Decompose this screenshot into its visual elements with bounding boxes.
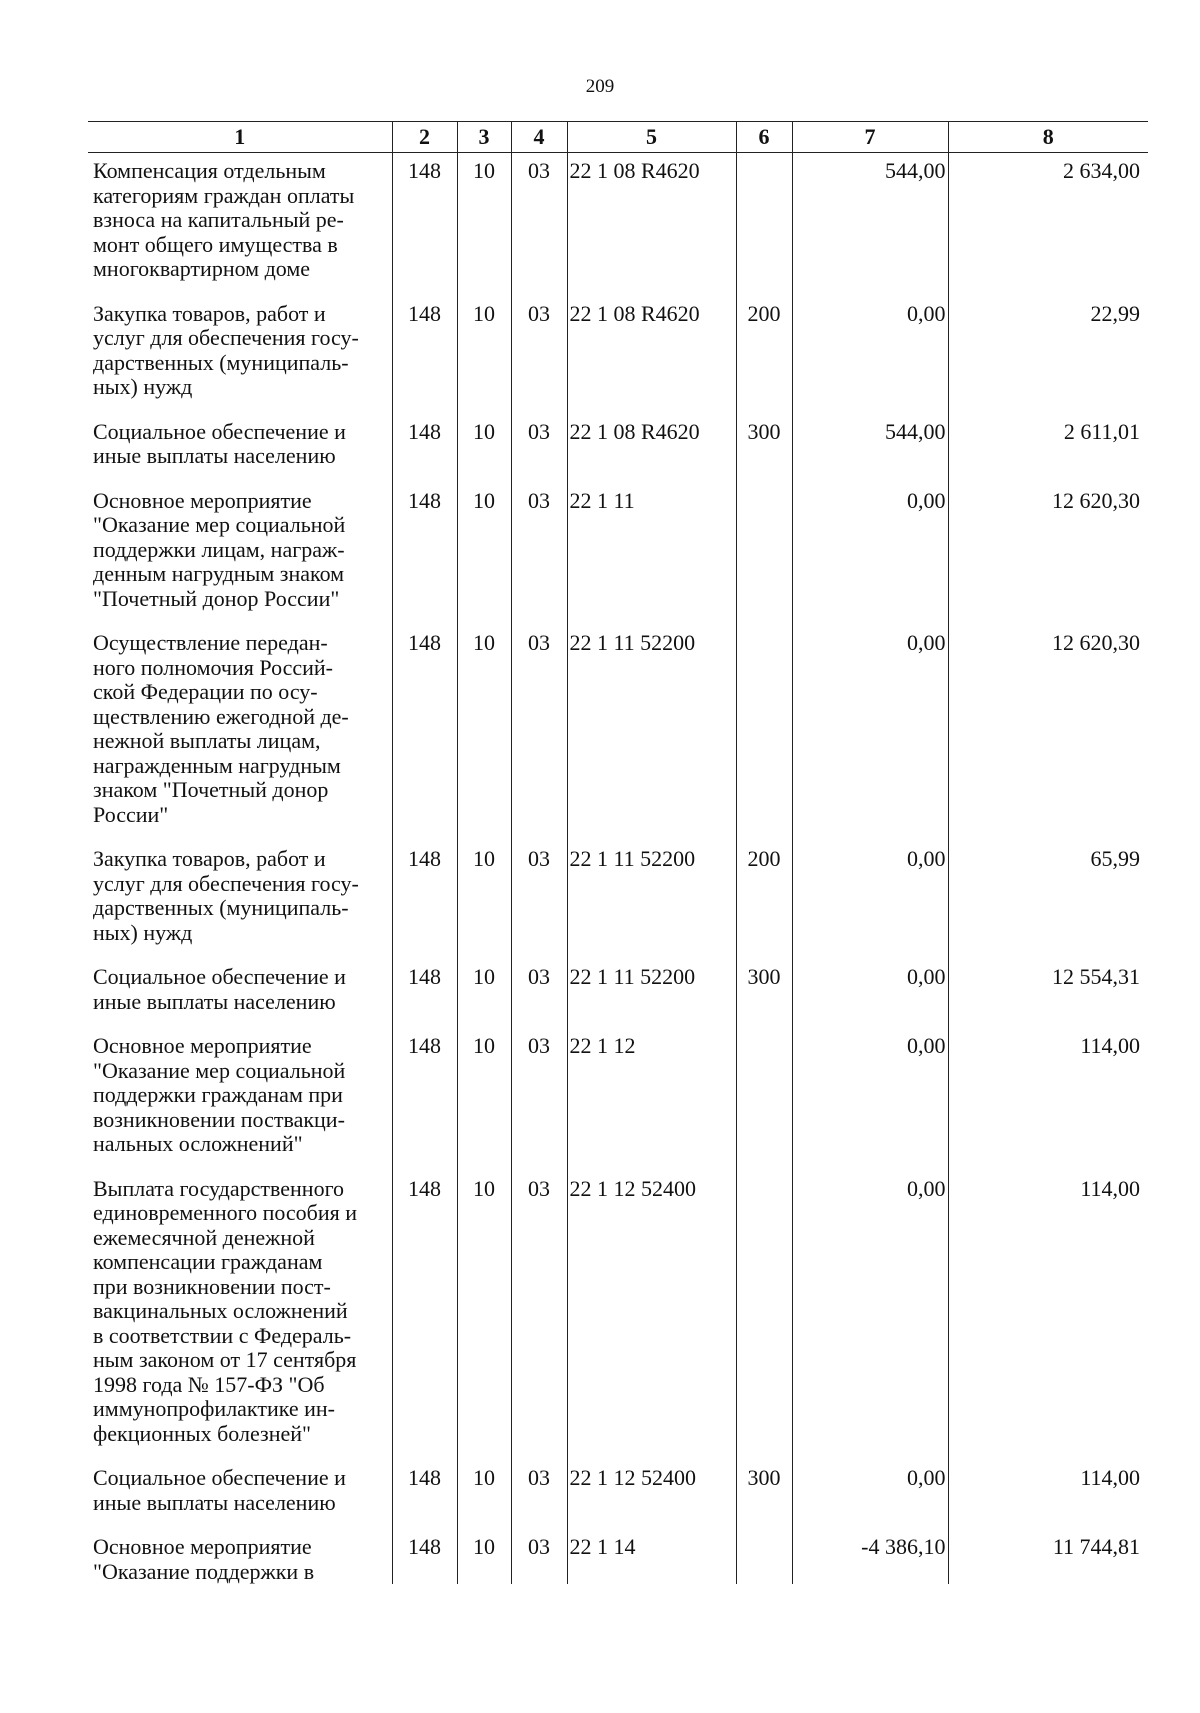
- cell-total-amount: 114,00: [948, 1028, 1148, 1171]
- cell-section: 10: [457, 296, 511, 414]
- table-row: [88, 414, 1148, 483]
- cell-change-amount: 544,00: [792, 414, 948, 483]
- header-col-8: 8: [948, 122, 1148, 153]
- cell-total-amount: 12 554,31: [948, 959, 1148, 1028]
- cell-expense-type: 300: [736, 414, 792, 483]
- cell-target-article: 22 1 11 52200: [567, 959, 736, 1028]
- cell-admin-code: 148: [392, 625, 457, 841]
- table-row: [88, 1171, 1148, 1461]
- cell-subsection: 03: [511, 959, 567, 1028]
- table-row: [88, 625, 1148, 841]
- cell-section: 10: [457, 1529, 511, 1584]
- cell-total-amount: 114,00: [948, 1460, 1148, 1529]
- cell-change-amount: 0,00: [792, 1028, 948, 1171]
- cell-section: 10: [457, 1028, 511, 1171]
- cell-target-article: 22 1 12 52400: [567, 1460, 736, 1529]
- table-row: [88, 153, 1148, 296]
- cell-expense-type: [736, 1529, 792, 1584]
- cell-expense-type: 200: [736, 296, 792, 414]
- cell-total-amount: 11 744,81: [948, 1529, 1148, 1584]
- cell-total-amount: 2 611,01: [948, 414, 1148, 483]
- cell-total-amount: 65,99: [948, 841, 1148, 959]
- cell-change-amount: 0,00: [792, 841, 948, 959]
- cell-change-amount: 0,00: [792, 1171, 948, 1461]
- cell-admin-code: 148: [392, 153, 457, 296]
- cell-change-amount: 0,00: [792, 625, 948, 841]
- table-row: [88, 841, 1148, 959]
- cell-target-article: 22 1 08 R4620: [567, 296, 736, 414]
- table-row: [88, 296, 1148, 414]
- cell-subsection: 03: [511, 1529, 567, 1584]
- cell-item-name: Основное мероприятие "Оказание мер социальной поддержки лицам, награж- денным нагрудным знаком "Почетный донор России": [93, 487, 346, 611]
- header-col-2: 2: [392, 122, 457, 153]
- cell-change-amount: -4 386,10: [792, 1529, 948, 1584]
- cell-admin-code: 148: [392, 1171, 457, 1461]
- cell-change-amount: 544,00: [792, 153, 948, 296]
- cell-admin-code: 148: [392, 959, 457, 1028]
- cell-total-amount: 12 620,30: [948, 483, 1148, 626]
- table-row: [88, 1529, 1148, 1584]
- cell-total-amount: 12 620,30: [948, 625, 1148, 841]
- cell-item-name: Основное мероприятие "Оказание мер социальной поддержки гражданам при возникновении поствакци- нальных осложнений": [93, 1033, 346, 1156]
- cell-item-name: Закупка товаров, работ и услуг для обеспечения госу- дарственных (муниципаль- ных) нужд: [93, 300, 359, 399]
- cell-change-amount: 0,00: [792, 1460, 948, 1529]
- cell-target-article: 22 1 08 R4620: [567, 153, 736, 296]
- header-col-7: 7: [792, 122, 948, 153]
- table-row: [88, 1460, 1148, 1529]
- cell-admin-code: 148: [392, 1529, 457, 1584]
- cell-admin-code: 148: [392, 841, 457, 959]
- cell-section: 10: [457, 841, 511, 959]
- cell-item-name: Осуществление передан- ного полномочия Россий- ской Федерации по осу- ществлению ежегодной де- нежной выплаты лицам, награжденным нагрудным знаком "Почетный донор России": [93, 630, 349, 827]
- cell-subsection: 03: [511, 625, 567, 841]
- cell-item-name: Компенсация отдельным категориям граждан оплаты взноса на капитальный ре- монт общего имущества в многоквартирном доме: [93, 158, 355, 281]
- cell-expense-type: [736, 1171, 792, 1461]
- cell-total-amount: 2 634,00: [948, 153, 1148, 296]
- cell-target-article: 22 1 08 R4620: [567, 414, 736, 483]
- cell-subsection: 03: [511, 483, 567, 626]
- cell-change-amount: 0,00: [792, 959, 948, 1028]
- table-header-row: [88, 122, 1148, 153]
- header-col-4: 4: [511, 122, 567, 153]
- cell-total-amount: 114,00: [948, 1171, 1148, 1461]
- table-row: [88, 959, 1148, 1028]
- cell-item-name: Закупка товаров, работ и услуг для обеспечения госу- дарственных (муниципаль- ных) нужд: [93, 846, 359, 945]
- cell-change-amount: 0,00: [792, 296, 948, 414]
- cell-target-article: 22 1 11 52200: [567, 625, 736, 841]
- header-col-5: 5: [567, 122, 736, 153]
- cell-section: 10: [457, 414, 511, 483]
- table-row: [88, 1028, 1148, 1171]
- cell-item-name: Основное мероприятие "Оказание поддержки в: [93, 1534, 315, 1584]
- cell-section: 10: [457, 1171, 511, 1461]
- cell-target-article: 22 1 12 52400: [567, 1171, 736, 1461]
- cell-subsection: 03: [511, 414, 567, 483]
- cell-subsection: 03: [511, 1028, 567, 1171]
- cell-subsection: 03: [511, 153, 567, 296]
- cell-admin-code: 148: [392, 296, 457, 414]
- header-col-3: 3: [457, 122, 511, 153]
- page-number: 209: [585, 76, 615, 97]
- cell-admin-code: 148: [392, 483, 457, 626]
- cell-target-article: 22 1 11 52200: [567, 841, 736, 959]
- cell-item-name: Социальное обеспечение и иные выплаты населению: [93, 964, 346, 1014]
- cell-admin-code: 148: [392, 1460, 457, 1529]
- cell-expense-type: [736, 625, 792, 841]
- header-col-6: 6: [736, 122, 792, 153]
- cell-target-article: 22 1 14: [567, 1529, 736, 1584]
- cell-item-name: Социальное обеспечение и иные выплаты населению: [93, 418, 346, 468]
- cell-target-article: 22 1 11: [567, 483, 736, 626]
- cell-expense-type: 300: [736, 959, 792, 1028]
- cell-expense-type: [736, 1028, 792, 1171]
- table-row: [88, 483, 1148, 626]
- cell-subsection: 03: [511, 1171, 567, 1461]
- cell-expense-type: 200: [736, 841, 792, 959]
- cell-total-amount: 22,99: [948, 296, 1148, 414]
- cell-section: 10: [457, 1460, 511, 1529]
- cell-expense-type: 300: [736, 1460, 792, 1529]
- cell-section: 10: [457, 959, 511, 1028]
- cell-section: 10: [457, 483, 511, 626]
- header-col-1: 1: [88, 122, 392, 153]
- cell-subsection: 03: [511, 1460, 567, 1529]
- cell-change-amount: 0,00: [792, 483, 948, 626]
- cell-expense-type: [736, 153, 792, 296]
- cell-admin-code: 148: [392, 1028, 457, 1171]
- cell-item-name: Выплата государственного единовременного пособия и ежемесячной денежной компенсации гражданам при возникновении пост- вакцинальных осложнений в соответствии с Федераль- ным законом от 17 сентября 1998 года № 157-ФЗ "Об иммунопрофилактике ин- фекционных болезней": [93, 1175, 358, 1446]
- table-body: [88, 153, 1148, 1585]
- cell-subsection: 03: [511, 841, 567, 959]
- cell-admin-code: 148: [392, 414, 457, 483]
- cell-item-name: Социальное обеспечение и иные выплаты населению: [93, 1465, 346, 1515]
- cell-expense-type: [736, 483, 792, 626]
- cell-subsection: 03: [511, 296, 567, 414]
- budget-table: [88, 121, 1148, 1584]
- cell-target-article: 22 1 12: [567, 1028, 736, 1171]
- cell-section: 10: [457, 153, 511, 296]
- cell-section: 10: [457, 625, 511, 841]
